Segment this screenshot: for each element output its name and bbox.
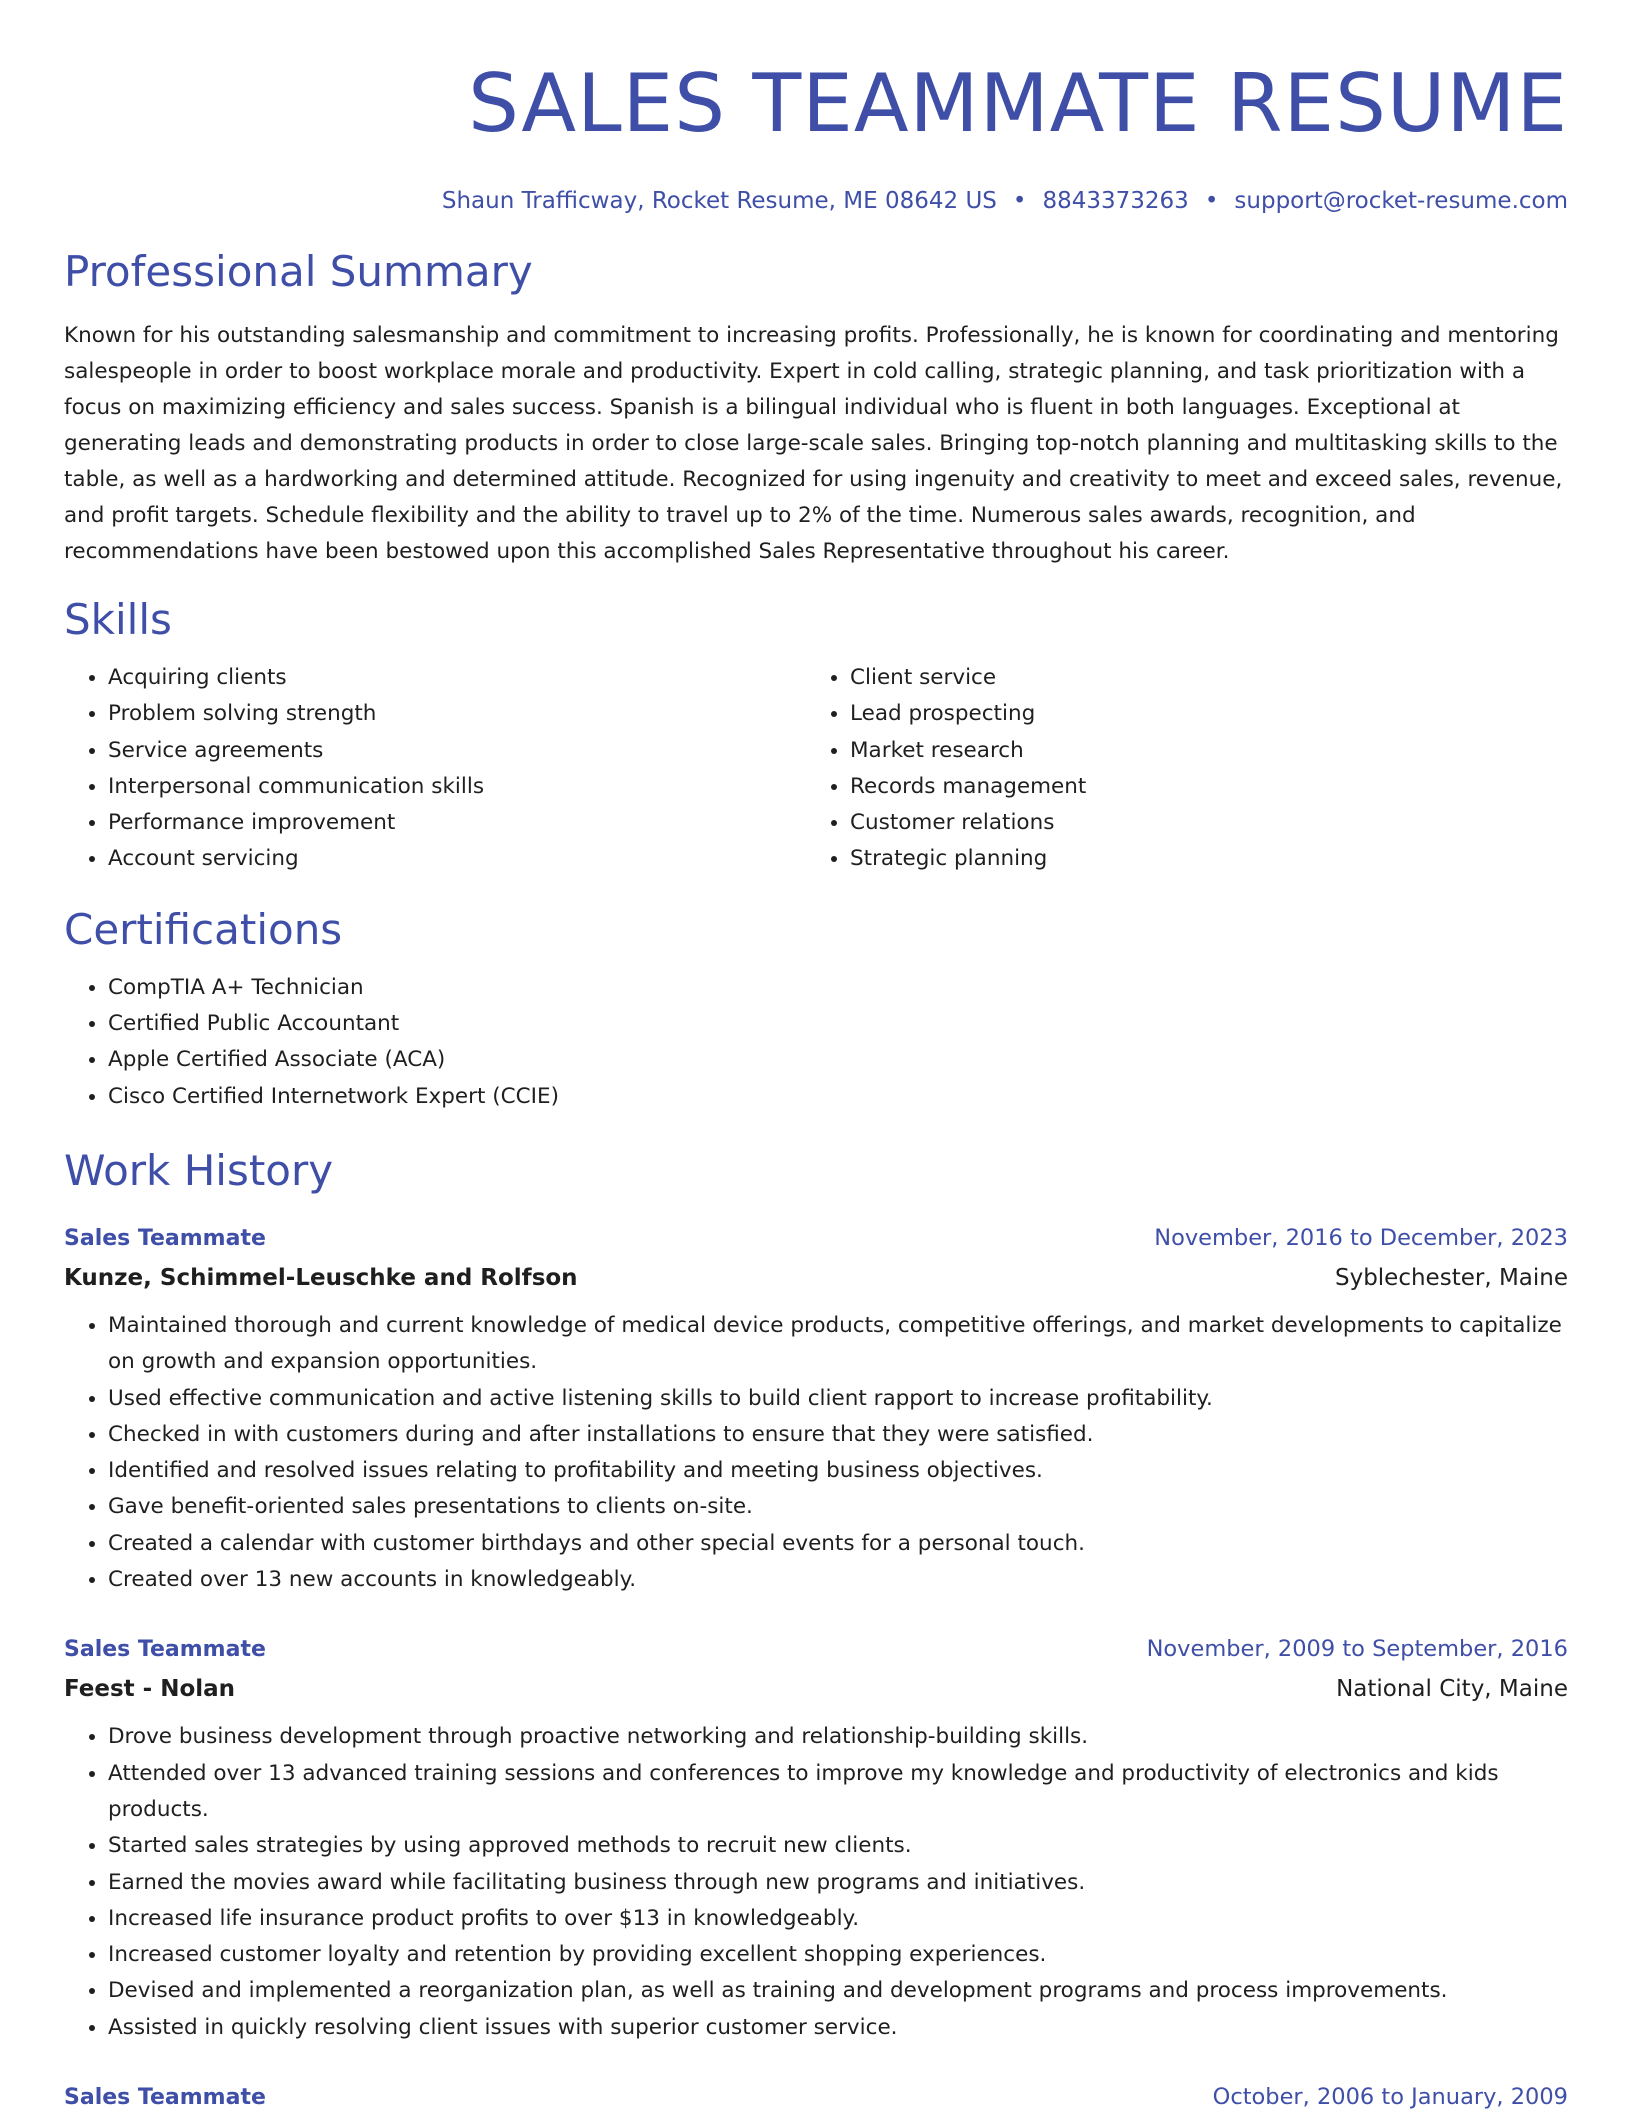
job-duty: • Created over 13 new accounts in knowledgeably. — [108, 1562, 1568, 1598]
skill-item: • Acquiring clients — [108, 660, 806, 696]
certification-item: • Cisco Certified Internetwork Expert (CCIE) — [108, 1079, 1568, 1115]
skill-item: • Records management — [850, 769, 1548, 805]
job-duties-list — [64, 1719, 1568, 2046]
contact-separator: • — [1012, 188, 1027, 214]
skills-list — [64, 660, 1568, 878]
contact-address: Shaun Trafficway, Rocket Resume, ME 08642 US — [441, 188, 997, 214]
skill-item: • Performance improvement — [108, 805, 806, 841]
skills-heading: Skills — [64, 595, 172, 644]
job-duty: • Assisted in quickly resolving client issues with superior customer service. — [108, 2010, 1568, 2046]
job-dates: November, 2009 to September, 2016 — [1146, 1636, 1568, 1663]
skill-item: • Service agreements — [108, 733, 806, 769]
job-duty: • Maintained thorough and current knowledge of medical device products, competitive offerings, and market developments to capitalize on growth and expansion opportunities. — [108, 1308, 1568, 1381]
job-company: Kunze, Schimmel-Leuschke and Rolfson — [64, 1264, 578, 1291]
job-duties-list — [64, 1308, 1568, 1598]
job-duty: • Gave benefit-oriented sales presentations to clients on-site. — [108, 1489, 1568, 1525]
job-entry — [64, 2080, 1568, 2115]
resume-page — [64, 0, 1568, 2115]
skill-item: • Client service — [850, 660, 1548, 696]
job-duty: • Started sales strategies by using approved methods to recruit new clients. — [108, 1828, 1568, 1864]
job-company-row — [64, 1256, 1568, 1296]
work-history-heading: Work History — [64, 1145, 334, 1195]
certification-item: • CompTIA A+ Technician — [108, 970, 1568, 1006]
job-location: National City, Maine — [1336, 1676, 1568, 1703]
job-title: Sales Teammate — [64, 2085, 266, 2111]
skill-item: • Customer relations — [850, 805, 1548, 841]
job-duty: • Used effective communication and active listening skills to build client rapport to increase profitability. — [108, 1381, 1568, 1417]
job-location: Syblechester, Maine — [1334, 1264, 1568, 1291]
certifications-list — [64, 970, 1568, 1115]
job-title-row — [64, 1632, 1568, 1667]
job-duty: • Checked in with customers during and after installations to ensure that they were satisfied. — [108, 1417, 1568, 1453]
contact-phone: 8843373263 — [1042, 188, 1189, 214]
resume-title: SALES TEAMMATE RESUME — [468, 57, 1568, 150]
job-duty: • Drove business development through proactive networking and relationship-building skills. — [108, 1719, 1568, 1755]
job-duty: • Increased life insurance product profits to over $13 in knowledgeably. — [108, 1901, 1568, 1937]
summary-heading: Professional Summary — [64, 247, 533, 296]
job-entry — [64, 1632, 1568, 2046]
job-duty: • Devised and implemented a reorganization plan, as well as training and development programs and process improvements. — [108, 1973, 1568, 2009]
job-title: Sales Teammate — [64, 1637, 266, 1663]
skill-item: • Market research — [850, 733, 1548, 769]
skill-item: • Strategic planning — [850, 841, 1548, 877]
job-dates: November, 2016 to December, 2023 — [1154, 1224, 1568, 1251]
skill-item: • Interpersonal communication skills — [108, 769, 806, 805]
job-title-row — [64, 2080, 1568, 2115]
contact-separator: • — [1204, 188, 1219, 214]
job-company-row — [64, 1667, 1568, 1707]
job-title-row — [64, 1221, 1568, 1256]
certifications-heading: Certifications — [64, 904, 343, 954]
job-title: Sales Teammate — [64, 1225, 266, 1251]
job-entry — [64, 1221, 1568, 1598]
skills-left-column — [64, 660, 806, 878]
skill-item: • Account servicing — [108, 841, 806, 877]
job-duty: • Created a calendar with customer birthdays and other special events for a personal touch. — [108, 1526, 1568, 1562]
skill-item: • Lead prospecting — [850, 696, 1548, 732]
skills-right-column — [806, 660, 1548, 878]
skill-item: • Problem solving strength — [108, 696, 806, 732]
job-duty: • Increased customer loyalty and retention by providing excellent shopping experiences. — [108, 1937, 1568, 1973]
summary-text: Known for his outstanding salesmanship and commitment to increasing profits. Professionally, he is known for coordinating and mentoring salespeople in order to boost workplace morale and productivity. Expert in cold calling, strategic planning, and task prioritization with a focus on maximizing efficiency and sales success. Spanish is a bilingual individual who is fluent in both languages. Exceptional at generating leads and demonstrating products in order to close large-scale sales. Bringing top-notch planning and multitasking skills to the table, as well as a hardworking and determined attitude. Recognized for using ingenuity and creativity to meet and exceed sales, revenue, and profit targets. Schedule flexibility and the ability to travel up to 2% of the time. Numerous sales awards, recognition, and recommendations have been bestowed upon this accomplished Sales Representative throughout his career. — [64, 323, 1563, 564]
contact-email: support@rocket-resume.com — [1234, 188, 1568, 214]
certification-item: • Certified Public Accountant — [108, 1006, 1568, 1042]
job-company: Feest - Nolan — [64, 1676, 236, 1703]
job-duty: • Earned the movies award while facilitating business through new programs and initiatives. — [108, 1865, 1568, 1901]
certification-item: • Apple Certified Associate (ACA) — [108, 1042, 1568, 1078]
contact-line — [64, 186, 1568, 216]
job-duty: • Identified and resolved issues relating to profitability and meeting business objectives. — [108, 1453, 1568, 1489]
job-dates: October, 2006 to January, 2009 — [1212, 2084, 1568, 2111]
job-duty: • Attended over 13 advanced training sessions and conferences to improve my knowledge and productivity of electronics and kids products. — [108, 1756, 1568, 1829]
